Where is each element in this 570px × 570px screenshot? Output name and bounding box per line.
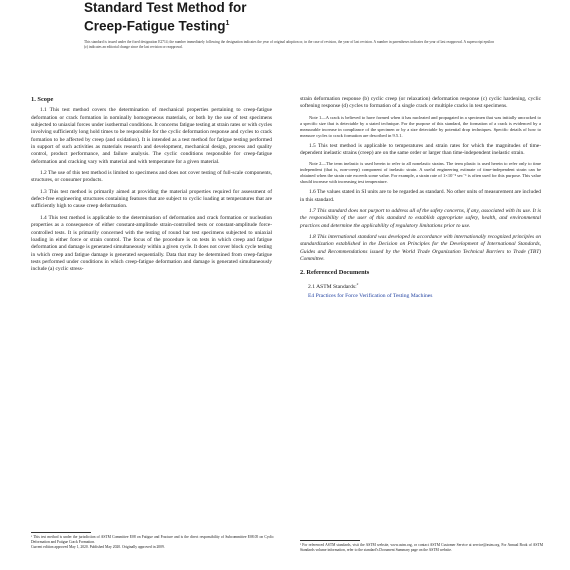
paragraph-1-1: 1.1 This test method covers the determination of mechanical properties pertaining to creep-fatigue deformation or crack formation in nominally homogeneous materials, or both by the use of test specimens subjected to uniaxial forces under isothermal conditions. It concerns fatigue testing at strain rates or with cycles involving sufficiently long hold times to be responsible for the cyclic deformation response and cycles to crack formation to be affected by creep (and oxidation). It is intended as a test method for fatigue testing performed in support of such activities as materials research and development, mechanical design, process and quality control, product performance, and failure analysis. The cyclic conditions responsible for creep-fatigue deformation and cracking vary with material and with temperature for a given material. — [31, 107, 272, 165]
title-footnote-mark: 1 — [225, 20, 230, 27]
footnote-1-edition: Current edition approved May 1, 2020. Published May 2020. Originally approved in 2009. — [31, 545, 165, 549]
title-line-2-text: Creep-Fatigue Testing — [84, 18, 226, 34]
right-column — [300, 96, 541, 303]
paragraph-1-7: 1.7 This standard does not purport to address all of the safety concerns, if any, associated with its use. It is the responsibility of the user of this standard to establish appropriate safety, health, and environmental practices and determine the applicability of regulatory limitations prior to use. — [300, 208, 541, 229]
paragraph-1-5: 1.5 This test method is applicable to temperatures and strain rates for which the magnitudes of time-dependent inelastic strains (creep) are on the same order or larger than time-independent inelastic strain. — [300, 142, 541, 157]
reference-e4-title[interactable]: Practices for Force Verification of Testing Machines — [315, 293, 433, 300]
reference-astm-standards-label: 2.1 ASTM Standards: — [308, 283, 357, 290]
paragraph-1-4-continued: strain deformation response (b) cyclic creep (or relaxation) deformation response (c) cyclic hardening, cyclic softening response (d) cycles to formation of a single crack or multiple cracks in test specimens. — [300, 96, 541, 110]
reference-footnote-mark: 2 — [356, 281, 359, 286]
right-footnote-rule — [300, 540, 360, 541]
reference-e4-code[interactable]: E4 — [308, 293, 315, 300]
paragraph-1-3: 1.3 This test method is primarily aimed at providing the material properties required for assessment of defect-free engineering structures containing features that are subject to cyclic loading at temperatures that are sufficiently high to cause creep deformation. — [31, 188, 272, 210]
paragraph-1-2: 1.2 The use of this test method is limited to specimens and does not cover testing of full-scale components, structures, or consumer products. — [31, 170, 272, 184]
paragraph-1-6: 1.6 The values stated in SI units are to be regarded as standard. No other units of measurement are included in this standard. — [300, 189, 541, 203]
standard-designation-note: This standard is issued under the fixed designation E2714; the number immediately following the designation indicates the year of original adoption or, in the case of revision, the year of last revision. A number in parentheses indicates the year of last reapproval. A superscript epsilon (ε) indicates an editorial change since the last revision or reapproval. — [84, 40, 494, 49]
scope-heading: 1. Scope — [31, 96, 54, 103]
left-column — [31, 96, 272, 278]
reference-astm-standards — [308, 281, 541, 291]
left-footnote-rule — [31, 532, 91, 533]
footnote-2: ² For referenced ASTM standards, visit the ASTM website, www.astm.org, or contact ASTM Customer Service at service@astm.org. For Annual Book of ASTM Standards volume information, refer to the standard's Document Summary page on the ASTM website. — [300, 543, 543, 552]
references-heading: 2. Referenced Documents — [300, 269, 370, 277]
note-2: Note 2—The term inelastic is used herein to refer to all nonelastic strains. The term plastic is used herein to refer only to time independent (that is, non-creep) component of inelastic strain. A useful engineering estimate of time-independent strain can be obtained when the strain rate exceeds some value. For example, a strain rate of 1×10⁻³ sec⁻¹ is often used for this purpose. This value should increase with increasing test temperature. — [300, 161, 541, 185]
paragraph-1-8: 1.8 This international standard was developed in accordance with internationally recognized principles on standardization established in the Decision on Principles for the Development of International Standards, Guides and Recommendations issued by the World Trade Organization Technical Barriers to Trade (TBT) Committee. — [300, 234, 541, 263]
paragraph-1-4: 1.4 This test method is applicable to the determination of deformation and crack formation or nucleation properties as a consequence of either constant-amplitude strain-controlled tests or constant-amplitude force-controlled tests. It is primarily concerned with the testing of round bar test specimens subjected to uniaxial loading in either force or strain control. The focus of the procedure is on tests in which creep and fatigue deformation and damage is generated simultaneously within a given cycle. It does not cover block cycle testing in which creep and fatigue damage is generated sequentially. Data that may be determined from creep-fatigue tests performed under conditions in which creep-fatigue deformation and damage is generated simultaneously include (a) cyclic stress- — [31, 214, 272, 273]
title-line-1: Standard Test Method for — [84, 0, 247, 15]
title-line-2 — [84, 16, 504, 35]
title-block — [84, 0, 504, 35]
left-footnotes — [31, 535, 274, 550]
footnote-1: ¹ This test method is under the jurisdiction of ASTM Committee E08 on Fatigue and Fracture and is the direct responsibility of Subcommittee E08.05 on Cyclic Deformation and Fatigue Crack Formation. — [31, 535, 274, 544]
reference-link-e4[interactable] — [308, 293, 541, 301]
note-1: Note 1—A crack is believed to have formed when it has nucleated and propagated in a specimen that was initially uncracked to a specific size that is detectable by a stated technique. For the purpose of this standard, the formation of a crack is evidenced by a measurable increase in compliance of the specimen or by a size detectable by potential drop techniques. Specific details of how to measure cycles to crack formation are described in 9.5.1. — [300, 114, 541, 138]
